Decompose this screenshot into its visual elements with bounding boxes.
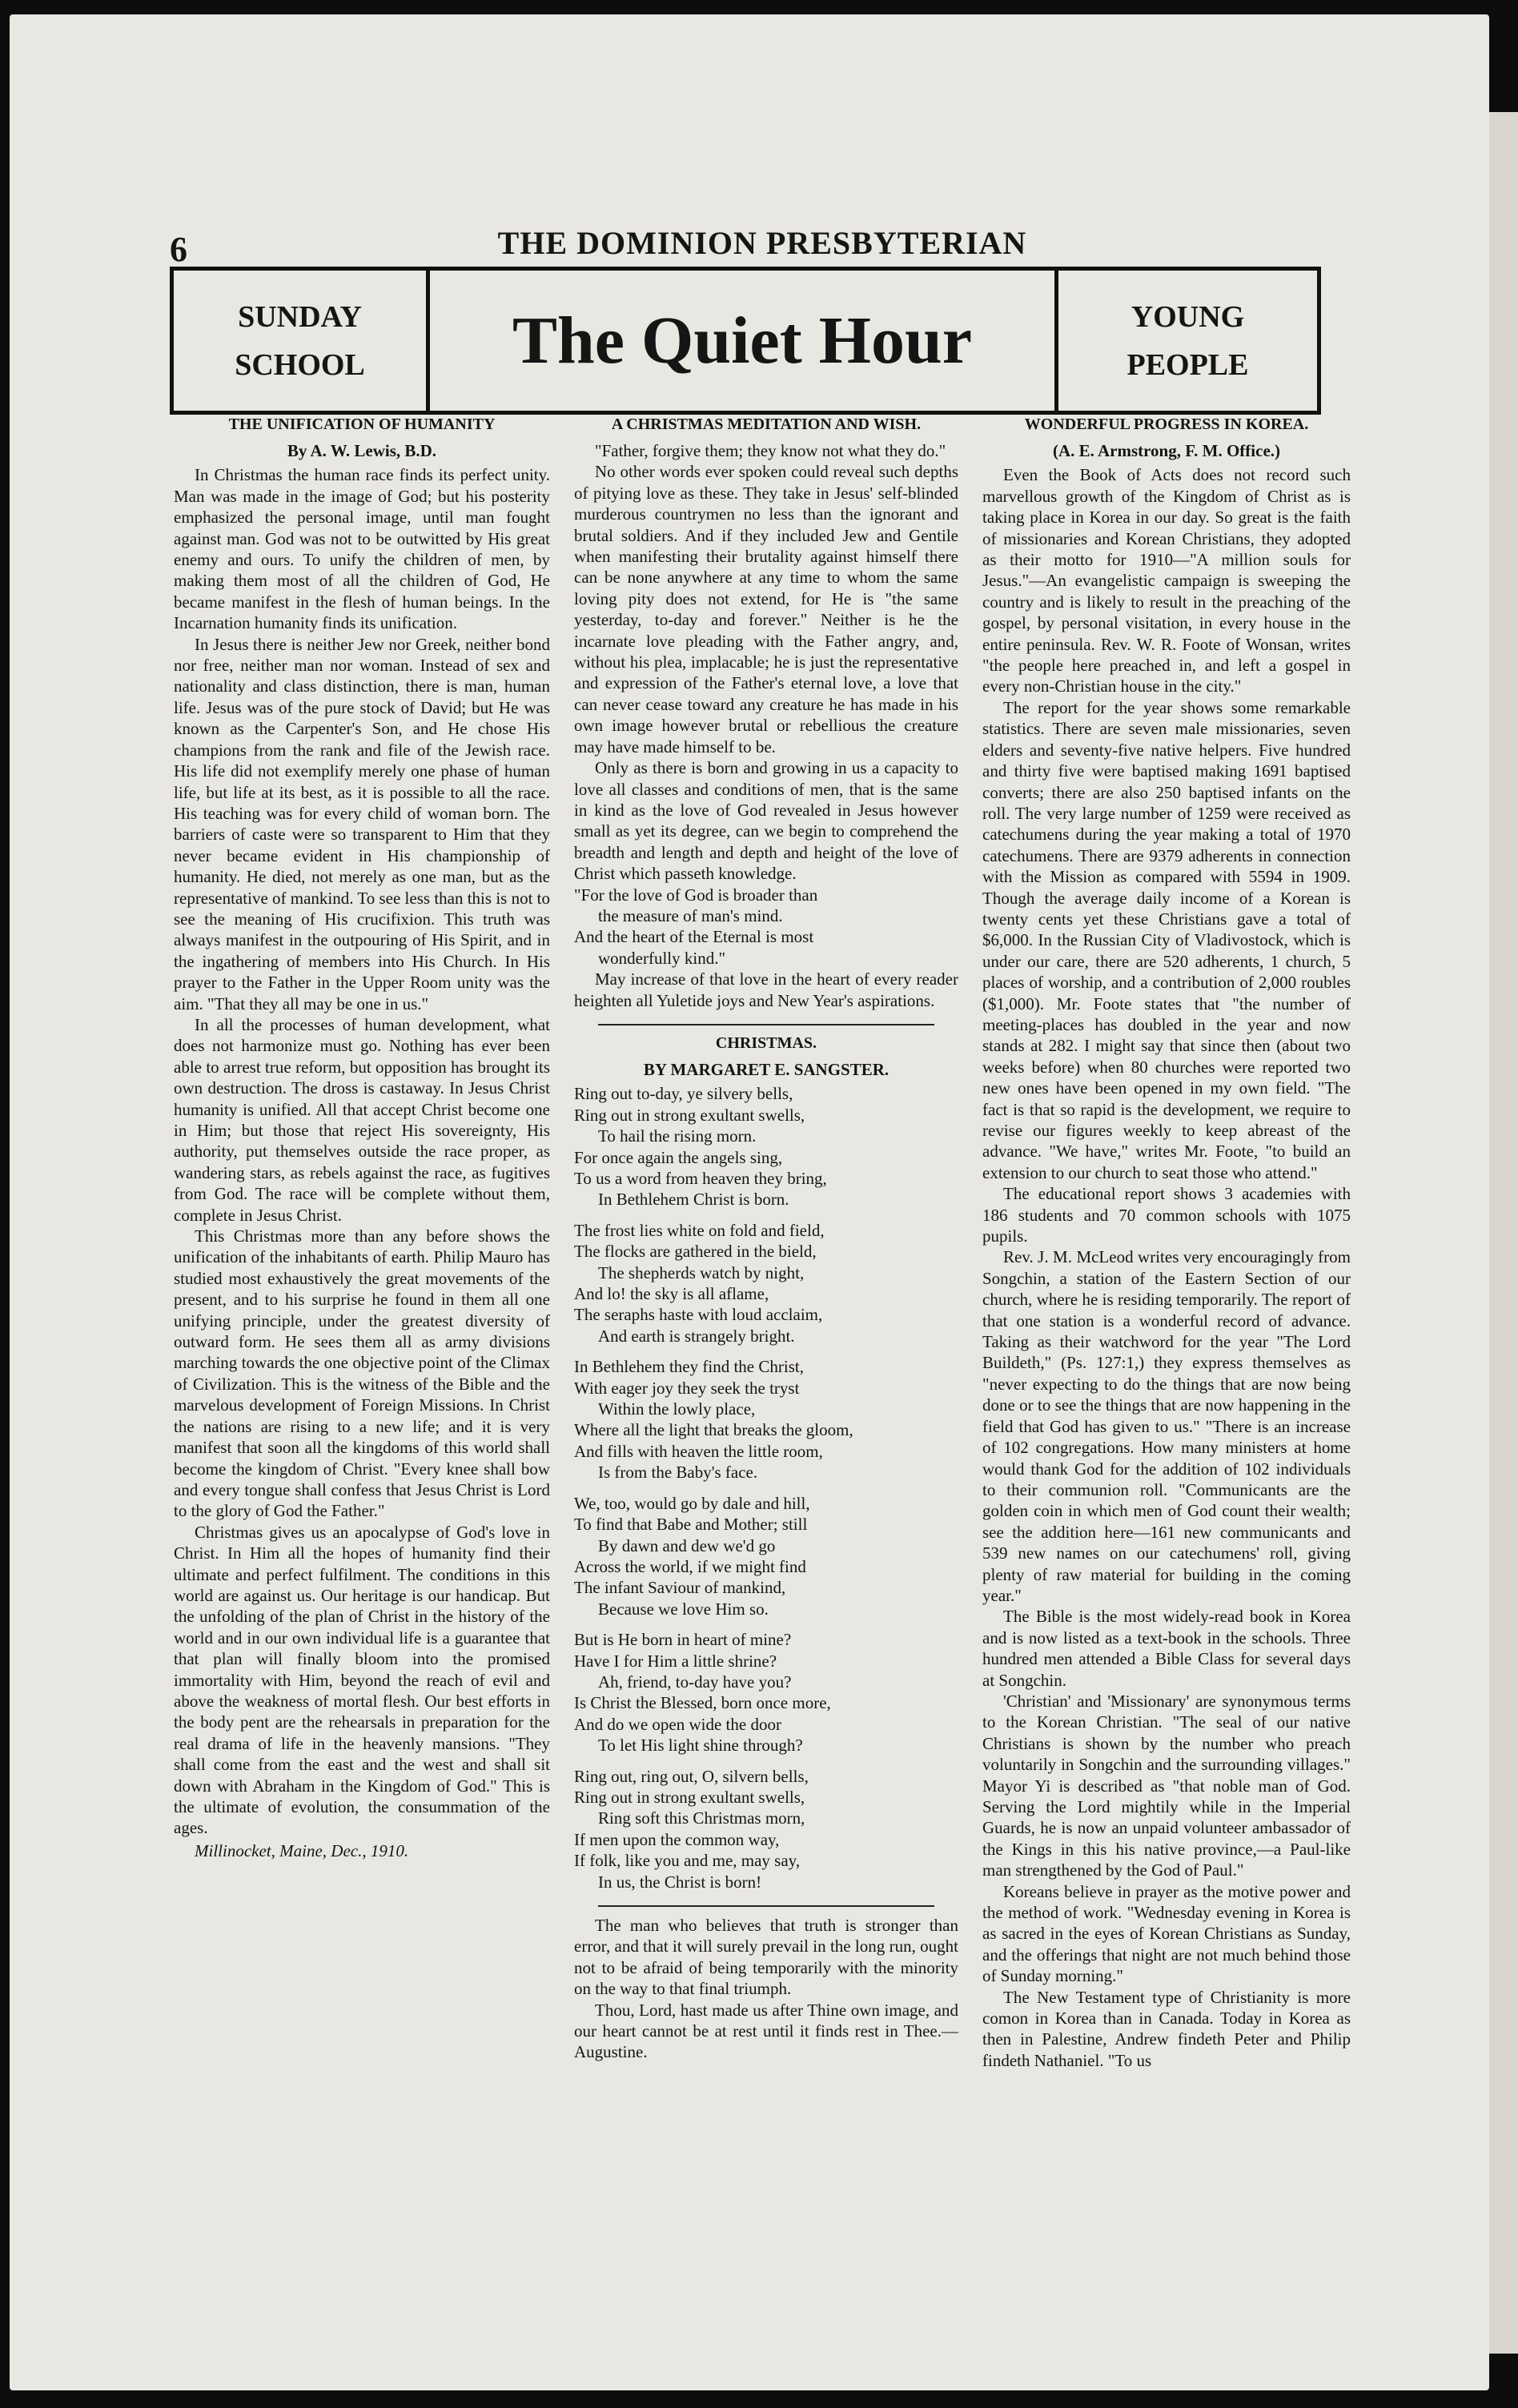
paragraph: The report for the year shows some remarkable statistics. There are seven male missionaries, seven elders and seventy-five native helpers. Five hundred and thirty five were baptised making 1691 baptised converts; there are also 250 baptised infants on the roll. The very large number of 1259 were received as catechumens during the year making a total of 1970 catechumens. There are 9379 adherents in connection with the Mission as compared with 5594 in 1909. Though the average daily income of a Korean is twenty cents yet these Christians gave a total of $6,000. In the Russian City of Vladivostock, which is under our care, there are 520 adherents, 1 church, 5 places of worship, and a contribution of 2,000 roubles ($1,000). Mr. Foote states that "the number of meeting-places has doubled in the year and now stands at 282. I might say that since then (about two weeks before) when 80 churches were reported two new ones have been opened in my own field. "The fact is that so rapid is the development, we require to revise our figures weekly to keep abreast of the advance. "We have," writes Mr. Foote, "to build an extension to our church to seat those who attend." xyxy=(982,697,1351,1182)
paragraph: No other words ever spoken could reveal such depths of pitying love as these. They take in Jesus' self-blinded murderous countrymen no less than the ignorant and brutal soldiers. And if they included Jew and Gentile when manifesting their brutality against himself there can be none anywhere at any time to whom the same loving pity does not extend, for He is "the same yesterday, to-day and forever." Neither is he the incarnate love pleading with the Father angry, and, without his plea, implacable; he is just the representative and expression of the Father's eternal love, a love that can never cease toward any creature he has made in his own image however brutal or rebellious the creature may have made himself to be. xyxy=(574,462,958,757)
paragraph: In all the processes of human development, what does not harmonize must go. Nothing has ever been able to arrest true reform, but opposition has brought its own destruction. The dross is castaway. In Jesus Christ humanity is unified. All that accept Christ become one in Him; but those that reject His sovereignty, His authority, put themselves outside the race proper, as wandering stars, as rebels against the race, as fugitives from God. The race will be complete without them, complete in Jesus Christ. xyxy=(174,1014,550,1225)
poem-stanza xyxy=(574,1083,958,1210)
paragraph: Koreans believe in prayer as the motive power and the method of work. "Wednesday evening in Korea is as sacred in the eyes of Korean Christians as Sunday, and the offerings that night are not much behind those of Sunday morning." xyxy=(982,1881,1351,1986)
paragraph: The New Testament type of Christianity is more comon in Korea than in Canada. Today in Korea as then in Palestine, Andrew findeth Peter and Philip findeth Nathaniel. "To us xyxy=(982,1987,1351,2070)
poem-line: Ring out in strong exultant swells, xyxy=(574,1105,805,1125)
poem-line: In Bethlehem they find the Christ, xyxy=(574,1357,804,1377)
poem-line: And do we open wide the door xyxy=(574,1714,781,1734)
column-1 xyxy=(174,415,550,2358)
poem-byline: BY MARGARET E. SANGSTER. xyxy=(643,1059,890,1079)
paragraph: Rev. J. M. McLeod writes very encouragingly from Songchin, a station of the Eastern Section of our church, where he is residing temporarily. The report of that one station is a wonderful record of advance. Taking as their watchword for the year "The Lord Buildeth," (Ps. 127:1,) they express themselves as "never expecting to do the things that are now being done or to see the things that are now happening in the field that God has given to us." "There is an increase of 102 congregations. How many ministers at home would thank God for the addition of 102 individuals to their communion roll. "Communicants are the golden coin in which men of God count their wealth; see the addition here—161 new communicants and 539 new names on our catechumens' roll, giving plenty of raw material for building in the coming year." xyxy=(982,1247,1351,1605)
poem-stanza xyxy=(574,1220,958,1346)
verse-line: the measure of man's mind. xyxy=(598,905,783,925)
masthead: THE DOMINION PRESBYTERIAN xyxy=(497,225,1027,261)
paragraph: Even the Book of Acts does not record such marvellous growth of the Kingdom of Christ as is taking place in Korea in our day. So great is the faith of missionaries and Korean Christians, they adopted as their motto for 1910—"A million souls for Jesus."—An evangelistic campaign is sweeping the country and is likely to result in the preaching of the gospel, by personal visitation, in every house in the entire peninsula. Rev. W. R. Foote of Wonsan, writes "the people here preached in, and left a gospel in every non-Christian house in the city." xyxy=(982,465,1351,696)
poem-line: To find that Babe and Mother; still xyxy=(574,1515,808,1535)
article-title: THE UNIFICATION OF HUMANITY xyxy=(228,415,496,433)
poem-line: In Bethlehem Christ is born. xyxy=(598,1190,789,1210)
poem-line: The infant Saviour of mankind, xyxy=(574,1578,786,1598)
poem-stanza xyxy=(574,1493,958,1619)
poem-line: Ah, friend, to-day have you? xyxy=(598,1672,792,1692)
poem-line: Across the world, if we might find xyxy=(574,1556,806,1576)
header-left-label xyxy=(174,271,430,411)
article-title: WONDERFUL PROGRESS IN KOREA. xyxy=(1024,415,1309,433)
poem-line: The shepherds watch by night, xyxy=(598,1262,805,1282)
poem-stanza xyxy=(574,1629,958,1756)
header-left-line-2: SCHOOL xyxy=(235,347,365,382)
poem-line: Is Christ the Blessed, born once more, xyxy=(574,1693,831,1713)
poem-line: But is He born in heart of mine? xyxy=(574,1630,792,1650)
article-title: A CHRISTMAS MEDITATION AND WISH. xyxy=(611,415,922,433)
poem-line: Ring out in strong exultant swells, xyxy=(574,1787,805,1807)
poem-line: For once again the angels sing, xyxy=(574,1147,783,1167)
paragraph: 'Christian' and 'Missionary' are synonymous terms to the Korean Christian. "The seal of our native Christians is shown by the number who preach voluntarily in Songchin and the surrounding villages." Mayor Yi is described as "that noble man of God. Serving the Lord mightily while in the Imperial Guards, he is now an unpaid volunteer ambassador of the Kings in this his native province,—a Paul-like man strengthened by the God of Paul." xyxy=(982,1691,1351,1880)
column-2 xyxy=(574,415,958,2358)
paragraph: May increase of that love in the heart of every reader heighten all Yuletide joys and New Year's aspirations. xyxy=(574,969,958,1010)
page-number: 6 xyxy=(170,230,187,269)
poem-line: With eager joy they seek the tryst xyxy=(574,1378,800,1398)
poem-line: To let His light shine through? xyxy=(598,1736,803,1756)
poem-line: To us a word from heaven they bring, xyxy=(574,1169,827,1188)
poem-line: To hail the rising morn. xyxy=(598,1126,757,1146)
newspaper-page xyxy=(10,14,1489,2390)
poem-stanza xyxy=(574,1766,958,1892)
section-header-box xyxy=(170,267,1321,415)
header-right-line-2: PEOPLE xyxy=(1126,347,1249,382)
header-right-label xyxy=(1058,271,1317,411)
poem-line: The frost lies white on fold and field, xyxy=(574,1220,825,1240)
header-title: The Quiet Hour xyxy=(430,271,1058,411)
quote-paragraph: Thou, Lord, hast made us after Thine own image, and our heart cannot be at rest until it finds rest in Thee.—Augustine. xyxy=(574,2000,958,2062)
divider xyxy=(598,1905,934,1907)
paragraph: "Father, forgive them; they know not what they do." xyxy=(595,441,946,460)
poem-line: Because we love Him so. xyxy=(598,1599,769,1619)
paragraph: In Christmas the human race finds its perfect unity. Man was made in the image of God; but his posterity emphasized the personal image, until man fought against man. God was not to be outwitted by His great enemy and ours. To unify the children of men, by making them most of all the children of God, He became manifest in the flesh of human beings. In the Incarnation humanity finds its unification. xyxy=(174,465,550,633)
article-byline: (A. E. Armstrong, F. M. Office.) xyxy=(1052,441,1281,460)
paragraph: Only as there is born and growing in us a capacity to love all classes and conditions of men, that is the same in kind as the love of God revealed in Jesus however small as yet its degree, can we begin to comprehend the breadth and length and depth and height of the love of Christ which passeth knowledge. xyxy=(574,758,958,884)
poem-line: In us, the Christ is born! xyxy=(598,1872,762,1892)
poem-line: Ring soft this Christmas morn, xyxy=(598,1808,805,1828)
poem-line: Within the lowly place, xyxy=(598,1399,756,1419)
poem-line: The flocks are gathered in the bield, xyxy=(574,1242,817,1262)
divider xyxy=(598,1024,934,1025)
article-byline: By A. W. Lewis, B.D. xyxy=(287,441,437,460)
verse-line: wonderfully kind." xyxy=(598,948,726,968)
poem-line: By dawn and dew we'd go xyxy=(598,1535,776,1555)
poem-line: And fills with heaven the little room, xyxy=(574,1441,823,1461)
poem-stanza xyxy=(574,1356,958,1483)
paragraph: Christmas gives us an apocalypse of God's love in Christ. In Him all the hopes of humanity find their ultimate and perfect fulfilment. The conditions in this world are against us. Our heritage is our handicap. But the unfolding of the plan of Christ in the history of the world and in our own individual life is a guarantee that that plan will finally bloom into the promised immortality with Him, beyond the reach of evil and above the weakness of mortal flesh. Our best efforts in the body pent are the rehearsals in preparation for the real drama of life in the heavenly mansions. "They shall come from the east and the west and shall sit down with Abraham in the Kingdom of God." This is the ultimate of evolution, the consummation of the ages. xyxy=(174,1522,550,1838)
poem-line: The seraphs haste with loud acclaim, xyxy=(574,1305,823,1325)
poem-line: If folk, like you and me, may say, xyxy=(574,1851,801,1871)
paragraph: The educational report shows 3 academies with 186 students and 70 common schools with 1075 pupils. xyxy=(982,1184,1351,1246)
poem-line: If men upon the common way, xyxy=(574,1829,780,1849)
article-signature: Millinocket, Maine, Dec., 1910. xyxy=(195,1840,409,1860)
poem-title: CHRISTMAS. xyxy=(715,1033,817,1052)
header-left-line-1: SUNDAY xyxy=(238,299,362,334)
poem-line: Have I for Him a little shrine? xyxy=(574,1651,777,1671)
poem-line: And earth is strangely bright. xyxy=(598,1326,795,1346)
poem-line: We, too, would go by dale and hill, xyxy=(574,1493,810,1513)
poem-line: Is from the Baby's face. xyxy=(598,1463,758,1483)
quote-paragraph: The man who believes that truth is stronger than error, and that it will surely prevail in the long run, ought not to be afraid of being temporarily with the minority on the way to that final triumph. xyxy=(574,1916,958,1999)
paragraph: In Jesus there is neither Jew nor Greek, neither bond nor free, neither man nor woman. Instead of sex and nationality and class distinction, there is man, human life. Jesus was of the pure stock of David; but He was known as the Carpenter's Son, and He chose His champions from the rank and file of the Jewish race. His life did not exemplify merely one phase of human life, but life at its best, as it is possible to all the race. His teaching was for every child of woman born. The barriers of caste were so transparent to Him that they never became evident in His championship of humanity. He died, not merely as one man, but as the representative of mankind. To see less than this is not to see the meaning of His crucifixion. This truth was always manifest in the outpouring of His Spirit, and in the ingathering of members into His Church. In His prayer to the Father in the Upper Room unity was the aim. "That they all may be one in us." xyxy=(174,634,550,1013)
column-3 xyxy=(982,415,1351,2358)
poem-line: Ring out, ring out, O, silvern bells, xyxy=(574,1766,809,1786)
header-right-line-1: YOUNG xyxy=(1130,299,1245,334)
paragraph: The Bible is the most widely-read book in Korea and is now listed as a text-book in the schools. Three hundred men attended a Bible Class for several days at Songchin. xyxy=(982,1607,1351,1690)
poem-line: Where all the light that breaks the gloom, xyxy=(574,1420,853,1440)
poem-line: Ring out to-day, ye silvery bells, xyxy=(574,1084,793,1104)
verse-line: "For the love of God is broader than xyxy=(574,885,818,905)
verse-line: And the heart of the Eternal is most xyxy=(574,927,814,947)
adjacent-page-edge xyxy=(1489,112,1518,2354)
poem-line: And lo! the sky is all aflame, xyxy=(574,1284,769,1304)
paragraph: This Christmas more than any before shows the unification of the inhabitants of earth. Philip Mauro has studied most exhaustively the great movements of the present, and to his surprise he found in them all one unifying principle, under the greatest diversity of outward form. He sees them all as army divisions marching towards the one objective point of the Climax of Civilization. This is the witness of the Bible and the marvelous development of Foreign Missions. In Christ the nations are rising to a new life; and it is very manifest that soon all the kingdoms of this world shall become the kingdom of Christ. "Every knee shall bow and every tongue shall confess that Jesus Christ is Lord to the glory of God the Father." xyxy=(174,1226,550,1521)
